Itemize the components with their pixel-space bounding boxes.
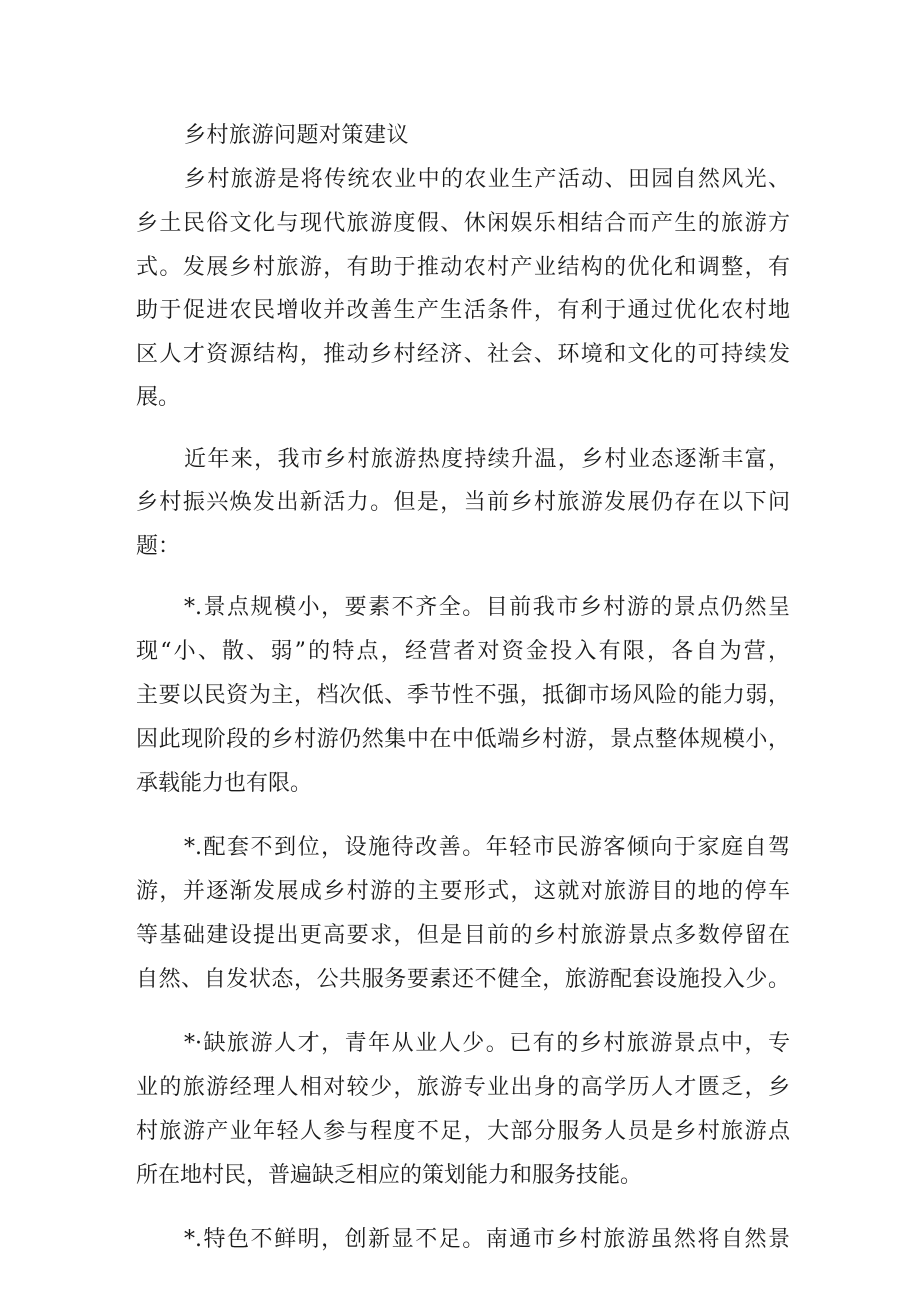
paragraph-line: 因此现阶段的乡村游仍然集中在中低端乡村游，景点整体规模小， bbox=[136, 727, 790, 752]
paragraph-line: 展。 bbox=[136, 385, 181, 410]
paragraph-line: 区人才资源结构，推动乡村经济、社会、环境和文化的可持续发 bbox=[136, 342, 790, 367]
paragraph-line: 等基础建设提出更高要求，但是目前的乡村旅游景点多数停留在 bbox=[136, 923, 790, 948]
paragraph-line: 村旅游产业年轻人参与程度不足，大部分服务人员是乡村旅游点 bbox=[136, 1119, 790, 1144]
paragraph-line: 业的旅游经理人相对较少，旅游专业出身的高学历人才匮乏，乡 bbox=[136, 1075, 790, 1100]
paragraph-line: 自然、自发状态，公共服务要素还不健全，旅游配套设施投入少。 bbox=[136, 967, 790, 992]
paragraph-line: 式。发展乡村旅游，有助于推动农村产业结构的优化和调整，有 bbox=[136, 255, 790, 280]
document-title: 乡村旅游问题对策建议 bbox=[184, 123, 410, 148]
paragraph-line: 现“小、散、弱”的特点，经营者对资金投入有限，各自为营， bbox=[136, 639, 790, 664]
paragraph-line: 乡村旅游是将传统农业中的农业生产活动、田园自然风光、 bbox=[184, 167, 790, 192]
paragraph-line: *.特色不鲜明，创新显不足。南通市乡村旅游虽然将自然景 bbox=[184, 1227, 790, 1252]
paragraph-line: 游，并逐渐发展成乡村游的主要形式，这就对旅游目的地的停车 bbox=[136, 879, 790, 904]
paragraph-line: *·缺旅游人才，青年从业人少。已有的乡村旅游景点中，专 bbox=[184, 1031, 790, 1056]
paragraph-line: 主要以民资为主，档次低、季节性不强，抵御市场风险的能力弱， bbox=[136, 683, 790, 708]
paragraph-line: *.配套不到位，设施待改善。年轻市民游客倾向于家庭自驾 bbox=[184, 835, 790, 860]
paragraph-line: 乡村振兴焕发出新活力。但是，当前乡村旅游发展仍存在以下问 bbox=[136, 490, 790, 515]
paragraph-line: 承载能力也有限。 bbox=[136, 771, 313, 796]
paragraph-line: 近年来，我市乡村旅游热度持续升温，乡村业态逐渐丰富， bbox=[184, 447, 790, 472]
paragraph-line: 乡土民俗文化与现代旅游度假、休闲娱乐相结合而产生的旅游方 bbox=[136, 211, 790, 236]
paragraph-line: 题： bbox=[136, 534, 181, 559]
paragraph-line: 助于促进农民增收并改善生产生活条件，有利于通过优化农村地 bbox=[136, 298, 790, 323]
paragraph-line: 所在地村民，普遍缺乏相应的策划能力和服务技能。 bbox=[136, 1163, 643, 1188]
paragraph-line: *.景点规模小，要素不齐全。目前我市乡村游的景点仍然呈 bbox=[184, 595, 790, 620]
